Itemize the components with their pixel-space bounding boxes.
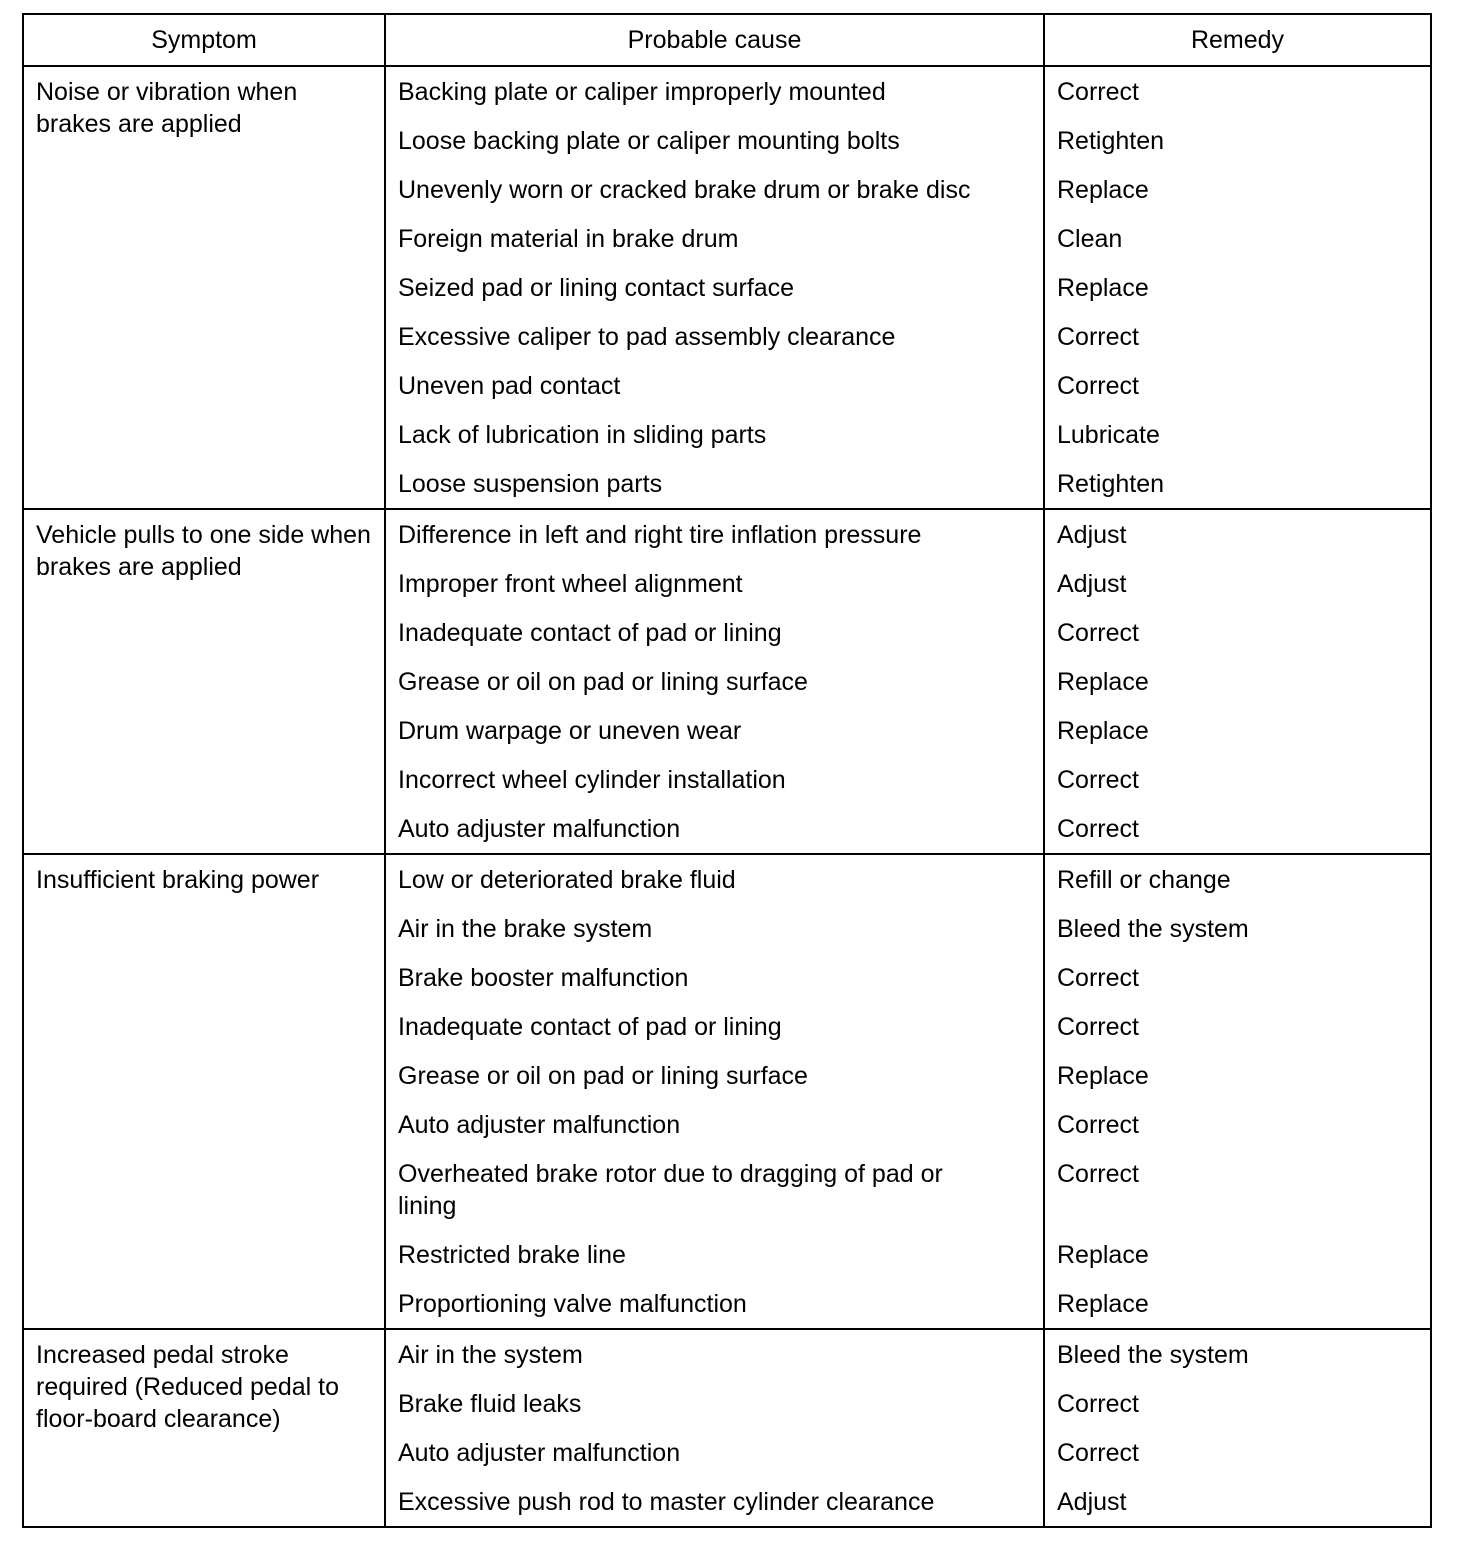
cause-item: Restricted brake line <box>398 1241 626 1269</box>
cause-item: Improper front wheel alignment <box>398 570 743 598</box>
remedy-item: Replace <box>1057 717 1149 745</box>
remedy-item: Bleed the system <box>1057 915 1249 943</box>
cause-item: Overheated brake rotor due to dragging of pad or lining <box>398 1160 943 1220</box>
cause-item: Loose suspension parts <box>398 470 663 498</box>
remedy-item: Correct <box>1057 1013 1139 1041</box>
cause-item: Proportioning valve malfunction <box>398 1290 747 1318</box>
remedy-item: Correct <box>1057 323 1139 351</box>
remedy-item: Correct <box>1057 372 1139 400</box>
remedy-item: Correct <box>1057 766 1139 794</box>
remedy-item: Replace <box>1057 1062 1149 1090</box>
symptom-cell: Vehicle pulls to one side when brakes are applied <box>23 509 385 854</box>
header-row <box>23 14 1431 66</box>
symptom-group <box>23 509 1431 854</box>
remedy-item: Lubricate <box>1057 421 1160 449</box>
header-symptom: Symptom <box>23 14 385 66</box>
cause-list <box>385 66 1044 509</box>
remedy-item: Retighten <box>1057 470 1165 498</box>
cause-item: Auto adjuster malfunction <box>398 1439 681 1467</box>
symptom-cell: Noise or vibration when brakes are applied <box>23 66 385 509</box>
remedy-list <box>1044 66 1431 509</box>
cause-item: Drum warpage or uneven wear <box>398 717 742 745</box>
cause-item: Loose backing plate or caliper mounting bolts <box>398 127 900 155</box>
cause-item: Backing plate or caliper improperly mounted <box>398 78 886 106</box>
cause-list <box>385 854 1044 1329</box>
remedy-item: Adjust <box>1057 521 1127 549</box>
cause-item: Brake booster malfunction <box>398 964 689 992</box>
cause-item: Seized pad or lining contact surface <box>398 274 795 302</box>
symptom-cell: Insufficient braking power <box>23 854 385 1329</box>
symptom-cell: Increased pedal stroke required (Reduced pedal to floor-board clearance) <box>23 1329 385 1527</box>
remedy-item: Correct <box>1057 619 1139 647</box>
remedy-item: Replace <box>1057 1290 1149 1318</box>
cause-list <box>385 1329 1044 1527</box>
remedy-item: Clean <box>1057 225 1123 253</box>
cause-item: Air in the system <box>398 1341 583 1369</box>
remedy-item: Replace <box>1057 274 1149 302</box>
remedy-item: Refill or change <box>1057 866 1231 894</box>
cause-item: Foreign material in brake drum <box>398 225 739 253</box>
cause-item: Excessive caliper to pad assembly clearance <box>398 323 896 351</box>
remedy-item: Replace <box>1057 668 1149 696</box>
remedy-item: Correct <box>1057 1390 1139 1418</box>
cause-item: Auto adjuster malfunction <box>398 1111 681 1139</box>
cause-item: Excessive push rod to master cylinder clearance <box>398 1488 935 1516</box>
remedy-list <box>1044 509 1431 854</box>
cause-item: Low or deteriorated brake fluid <box>398 866 736 894</box>
remedy-list <box>1044 854 1431 1329</box>
cause-item: Inadequate contact of pad or lining <box>398 1013 782 1041</box>
remedy-item: Correct <box>1057 815 1139 843</box>
remedy-item: Adjust <box>1057 570 1127 598</box>
remedy-item: Correct <box>1057 964 1139 992</box>
cause-item: Auto adjuster malfunction <box>398 815 681 843</box>
remedy-item: Correct <box>1057 1439 1139 1467</box>
symptom-group <box>23 854 1431 1329</box>
cause-item: Uneven pad contact <box>398 372 621 400</box>
remedy-item: Correct <box>1057 1160 1139 1188</box>
cause-item: Grease or oil on pad or lining surface <box>398 668 808 696</box>
cause-item: Difference in left and right tire inflation pressure <box>398 521 922 549</box>
cause-item: Brake fluid leaks <box>398 1390 582 1418</box>
remedy-item: Retighten <box>1057 127 1165 155</box>
remedy-item: Replace <box>1057 1241 1149 1269</box>
remedy-item: Correct <box>1057 1111 1139 1139</box>
remedy-list <box>1044 1329 1431 1527</box>
remedy-item: Replace <box>1057 176 1149 204</box>
remedy-item: Correct <box>1057 78 1139 106</box>
header-remedy: Remedy <box>1044 14 1431 66</box>
cause-item: Inadequate contact of pad or lining <box>398 619 782 647</box>
cause-item: Grease or oil on pad or lining surface <box>398 1062 808 1090</box>
cause-item: Unevenly worn or cracked brake drum or brake disc <box>398 176 971 204</box>
symptom-group <box>23 1329 1431 1527</box>
cause-item: Air in the brake system <box>398 915 653 943</box>
symptom-group <box>23 66 1431 509</box>
cause-item: Lack of lubrication in sliding parts <box>398 421 767 449</box>
brake-troubleshooting-table <box>22 13 1432 1528</box>
remedy-item: Adjust <box>1057 1488 1127 1516</box>
cause-item: Incorrect wheel cylinder installation <box>398 766 786 794</box>
cause-list <box>385 509 1044 854</box>
remedy-item: Bleed the system <box>1057 1341 1249 1369</box>
header-probable-cause: Probable cause <box>385 14 1044 66</box>
